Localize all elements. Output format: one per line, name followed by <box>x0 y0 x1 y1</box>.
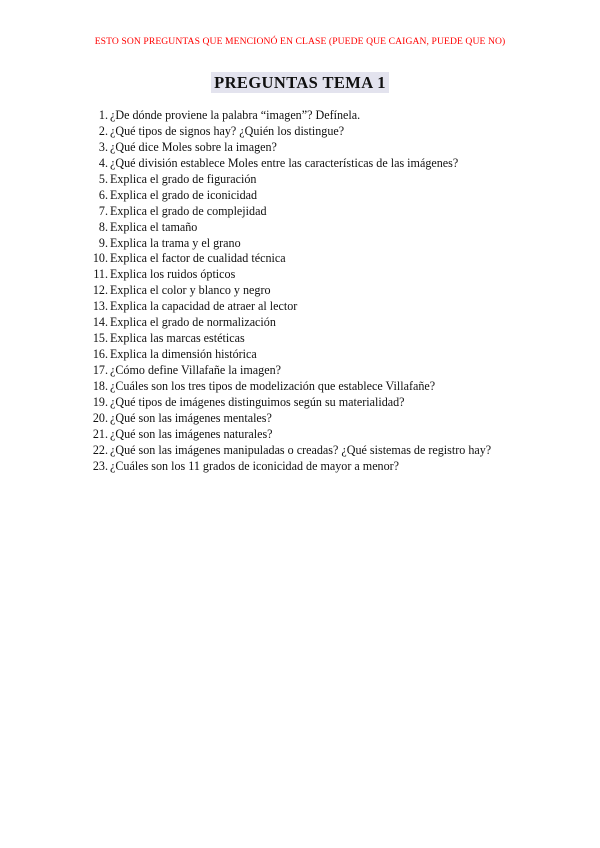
question-number: 15. <box>92 331 108 346</box>
question-number: 1. <box>98 108 108 122</box>
question-number: 13. <box>92 299 108 314</box>
question-text: ¿Qué dice Moles sobre la imagen? <box>110 139 277 154</box>
question-number: 20. <box>92 410 108 425</box>
question-number: 23. <box>92 458 108 473</box>
question-text: Explica los ruidos ópticos <box>110 267 236 282</box>
question-item <box>88 395 491 411</box>
question-number: 5. <box>98 171 108 186</box>
question-item <box>88 140 491 156</box>
question-item <box>88 443 491 459</box>
question-text: Explica el color y blanco y negro <box>110 283 271 298</box>
question-text: Explica el factor de cualidad técnica <box>110 251 286 266</box>
question-number: 9. <box>98 235 108 250</box>
question-text: ¿Qué división establece Moles entre las características de las imágenes? <box>110 155 459 170</box>
question-number: 22. <box>92 442 108 457</box>
question-item <box>88 220 491 236</box>
question-number: 21. <box>92 426 108 441</box>
question-text: Explica la dimensión histórica <box>110 347 257 362</box>
question-text: ¿Qué son las imágenes manipuladas o creadas? ¿Qué sistemas de registro hay? <box>110 442 492 457</box>
question-number: 3. <box>98 139 108 154</box>
question-text: ¿Qué son las imágenes mentales? <box>110 410 272 425</box>
question-item <box>88 283 491 299</box>
question-list <box>88 108 491 475</box>
question-text: ¿Qué son las imágenes naturales? <box>110 426 273 441</box>
question-number: 4. <box>98 155 108 170</box>
question-item <box>88 204 491 220</box>
exam-notice: ESTO SON PREGUNTAS QUE MENCIONÓ EN CLASE (PUEDE QUE CAIGAN, PUEDE QUE NO) <box>94 36 506 47</box>
question-item <box>88 172 491 188</box>
question-number: 7. <box>98 203 108 218</box>
question-item <box>88 411 491 427</box>
question-text: ¿Cuáles son los tres tipos de modelización que establece Villafañe? <box>110 378 436 393</box>
question-item <box>88 156 491 172</box>
question-number: 6. <box>98 187 108 202</box>
question-number: 11. <box>93 267 108 282</box>
question-number: 17. <box>92 363 108 377</box>
question-number: 10. <box>92 251 108 266</box>
question-text: Explica las marcas estéticas <box>110 331 245 346</box>
question-item <box>88 188 491 204</box>
question-text: ¿Cómo define Villafañe la imagen? <box>110 363 281 377</box>
question-text: Explica la trama y el grano <box>110 235 241 250</box>
question-number: 18. <box>92 378 108 393</box>
question-item <box>88 427 491 443</box>
question-text: ¿Cuáles son los 11 grados de iconicidad de mayor a menor? <box>110 458 400 473</box>
question-item <box>88 379 491 395</box>
question-text: ¿Qué tipos de imágenes distinguimos según su materialidad? <box>110 394 405 409</box>
question-item <box>88 299 491 315</box>
question-number: 14. <box>92 315 108 330</box>
question-item <box>88 331 491 347</box>
question-item <box>88 459 491 475</box>
question-number: 19. <box>92 394 108 409</box>
question-text: Explica el grado de complejidad <box>110 203 267 218</box>
question-item <box>88 251 491 267</box>
question-text: Explica el tamaño <box>110 219 198 234</box>
question-item <box>88 363 491 379</box>
question-text: ¿De dónde proviene la palabra “imagen”? Defínela. <box>110 108 361 122</box>
question-item <box>88 236 491 252</box>
question-item <box>88 124 491 140</box>
question-number: 2. <box>98 123 108 138</box>
question-text: Explica el grado de normalización <box>110 315 276 330</box>
question-text: Explica el grado de figuración <box>110 171 257 186</box>
question-item <box>88 267 491 283</box>
question-item <box>88 315 491 331</box>
question-text: ¿Qué tipos de signos hay? ¿Quién los distingue? <box>110 123 345 138</box>
question-text: Explica la capacidad de atraer al lector <box>110 299 298 314</box>
question-item <box>88 108 491 124</box>
question-number: 12. <box>92 283 108 298</box>
page-title: PREGUNTAS TEMA 1 <box>211 72 389 93</box>
title-block <box>0 72 600 93</box>
question-number: 16. <box>92 347 108 362</box>
question-item <box>88 347 491 363</box>
question-text: Explica el grado de iconicidad <box>110 187 258 202</box>
question-number: 8. <box>98 219 108 234</box>
